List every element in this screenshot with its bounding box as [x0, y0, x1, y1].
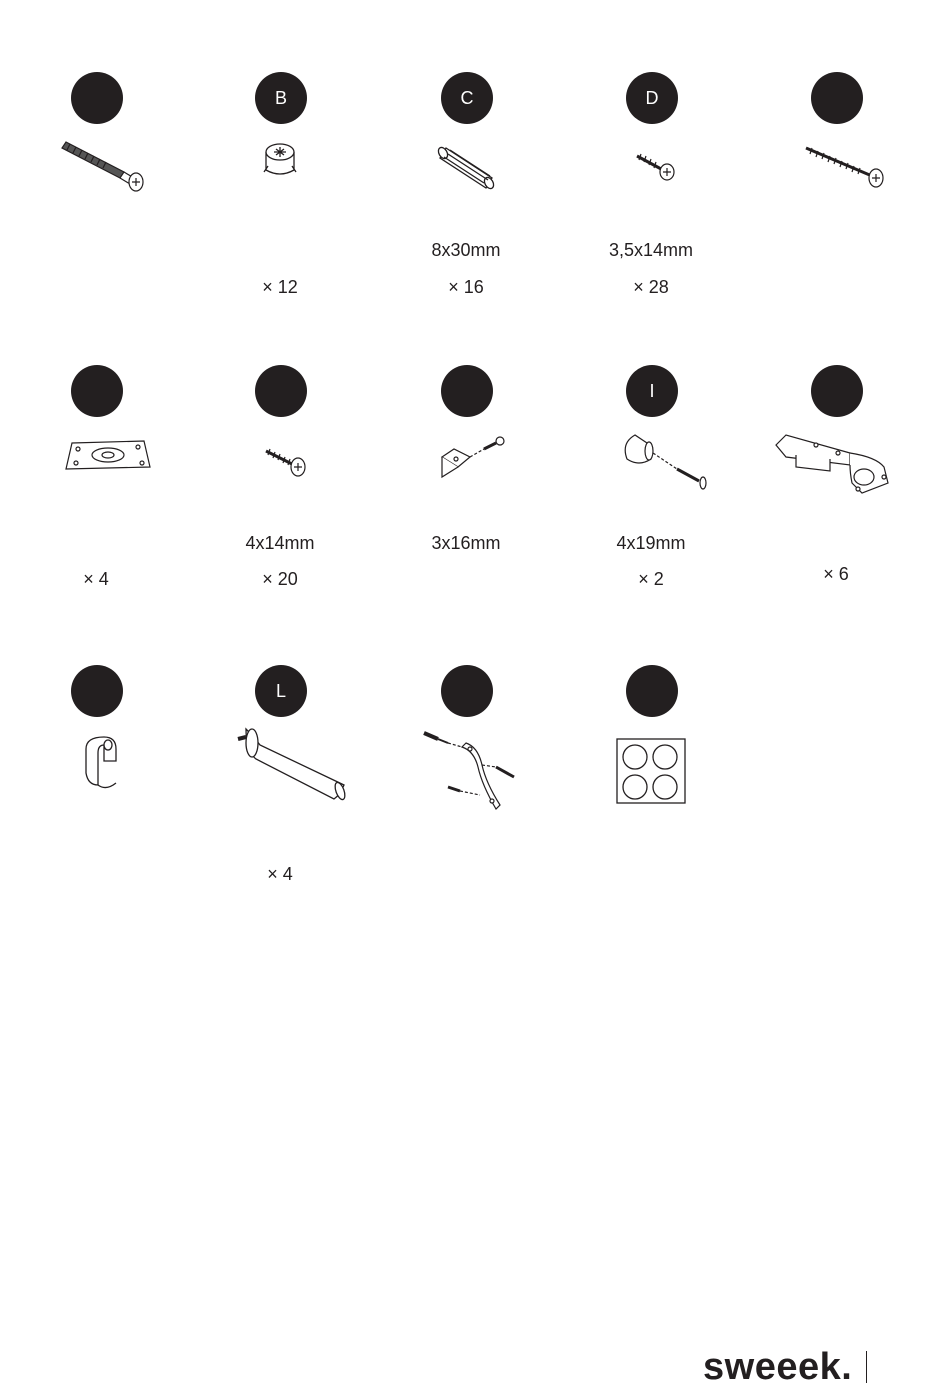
brand-divider [866, 1351, 867, 1383]
hinge-icon [766, 427, 906, 517]
part-size: 3,5x14mm [608, 240, 694, 260]
felt-pads-icon [581, 727, 721, 817]
leg-mounting-plate-icon [26, 427, 166, 517]
part-card [190, 72, 370, 332]
part-badge [71, 72, 123, 124]
part-card [376, 365, 556, 625]
part-card [746, 72, 926, 332]
part-card [6, 72, 186, 332]
part-card [376, 72, 556, 332]
short-screw-icon [581, 134, 721, 224]
part-badge: B [255, 72, 307, 124]
part-card [6, 365, 186, 625]
part-quantity: × 16 [448, 277, 484, 297]
part-quantity: × 20 [262, 569, 298, 589]
part-quantity: × 6 [823, 564, 849, 584]
cam-lock-icon [210, 134, 350, 224]
wooden-dowel-icon [396, 134, 536, 224]
cam-bolt-icon [26, 134, 166, 224]
knob-icon [581, 427, 721, 517]
part-card [6, 665, 186, 925]
part-quantity: × 28 [633, 277, 669, 297]
part-quantity: × 12 [262, 277, 298, 297]
part-size: 4x19mm [616, 533, 686, 553]
part-badge: C [441, 72, 493, 124]
part-badge [71, 665, 123, 717]
part-card [376, 665, 556, 925]
part-quantity: × 4 [83, 569, 109, 589]
part-badge [626, 665, 678, 717]
part-badge [811, 72, 863, 124]
wall-strap-icon [396, 727, 536, 817]
part-badge [811, 365, 863, 417]
part-badge: L [255, 665, 307, 717]
part-card [746, 365, 926, 625]
part-badge: I [626, 365, 678, 417]
angle-bracket-icon [396, 427, 536, 517]
part-badge: D [626, 72, 678, 124]
part-size: 3x16mm [431, 533, 501, 553]
part-card [190, 365, 370, 625]
tapered-leg-icon [210, 727, 350, 817]
part-size: 8x30mm [431, 240, 501, 260]
part-quantity: × 2 [638, 569, 664, 589]
long-screw-icon [766, 134, 906, 224]
part-badge [71, 365, 123, 417]
part-badge [441, 665, 493, 717]
part-badge [255, 365, 307, 417]
rail-support-icon [26, 727, 166, 817]
part-badge [441, 365, 493, 417]
part-card [561, 72, 741, 332]
part-card [190, 665, 370, 925]
brand-logo: sweeek. [703, 1346, 853, 1388]
part-size: 4x14mm [245, 533, 315, 553]
part-card [561, 365, 741, 625]
part-card [561, 665, 741, 925]
part-quantity: × 4 [267, 864, 293, 884]
screw-icon [210, 427, 350, 517]
